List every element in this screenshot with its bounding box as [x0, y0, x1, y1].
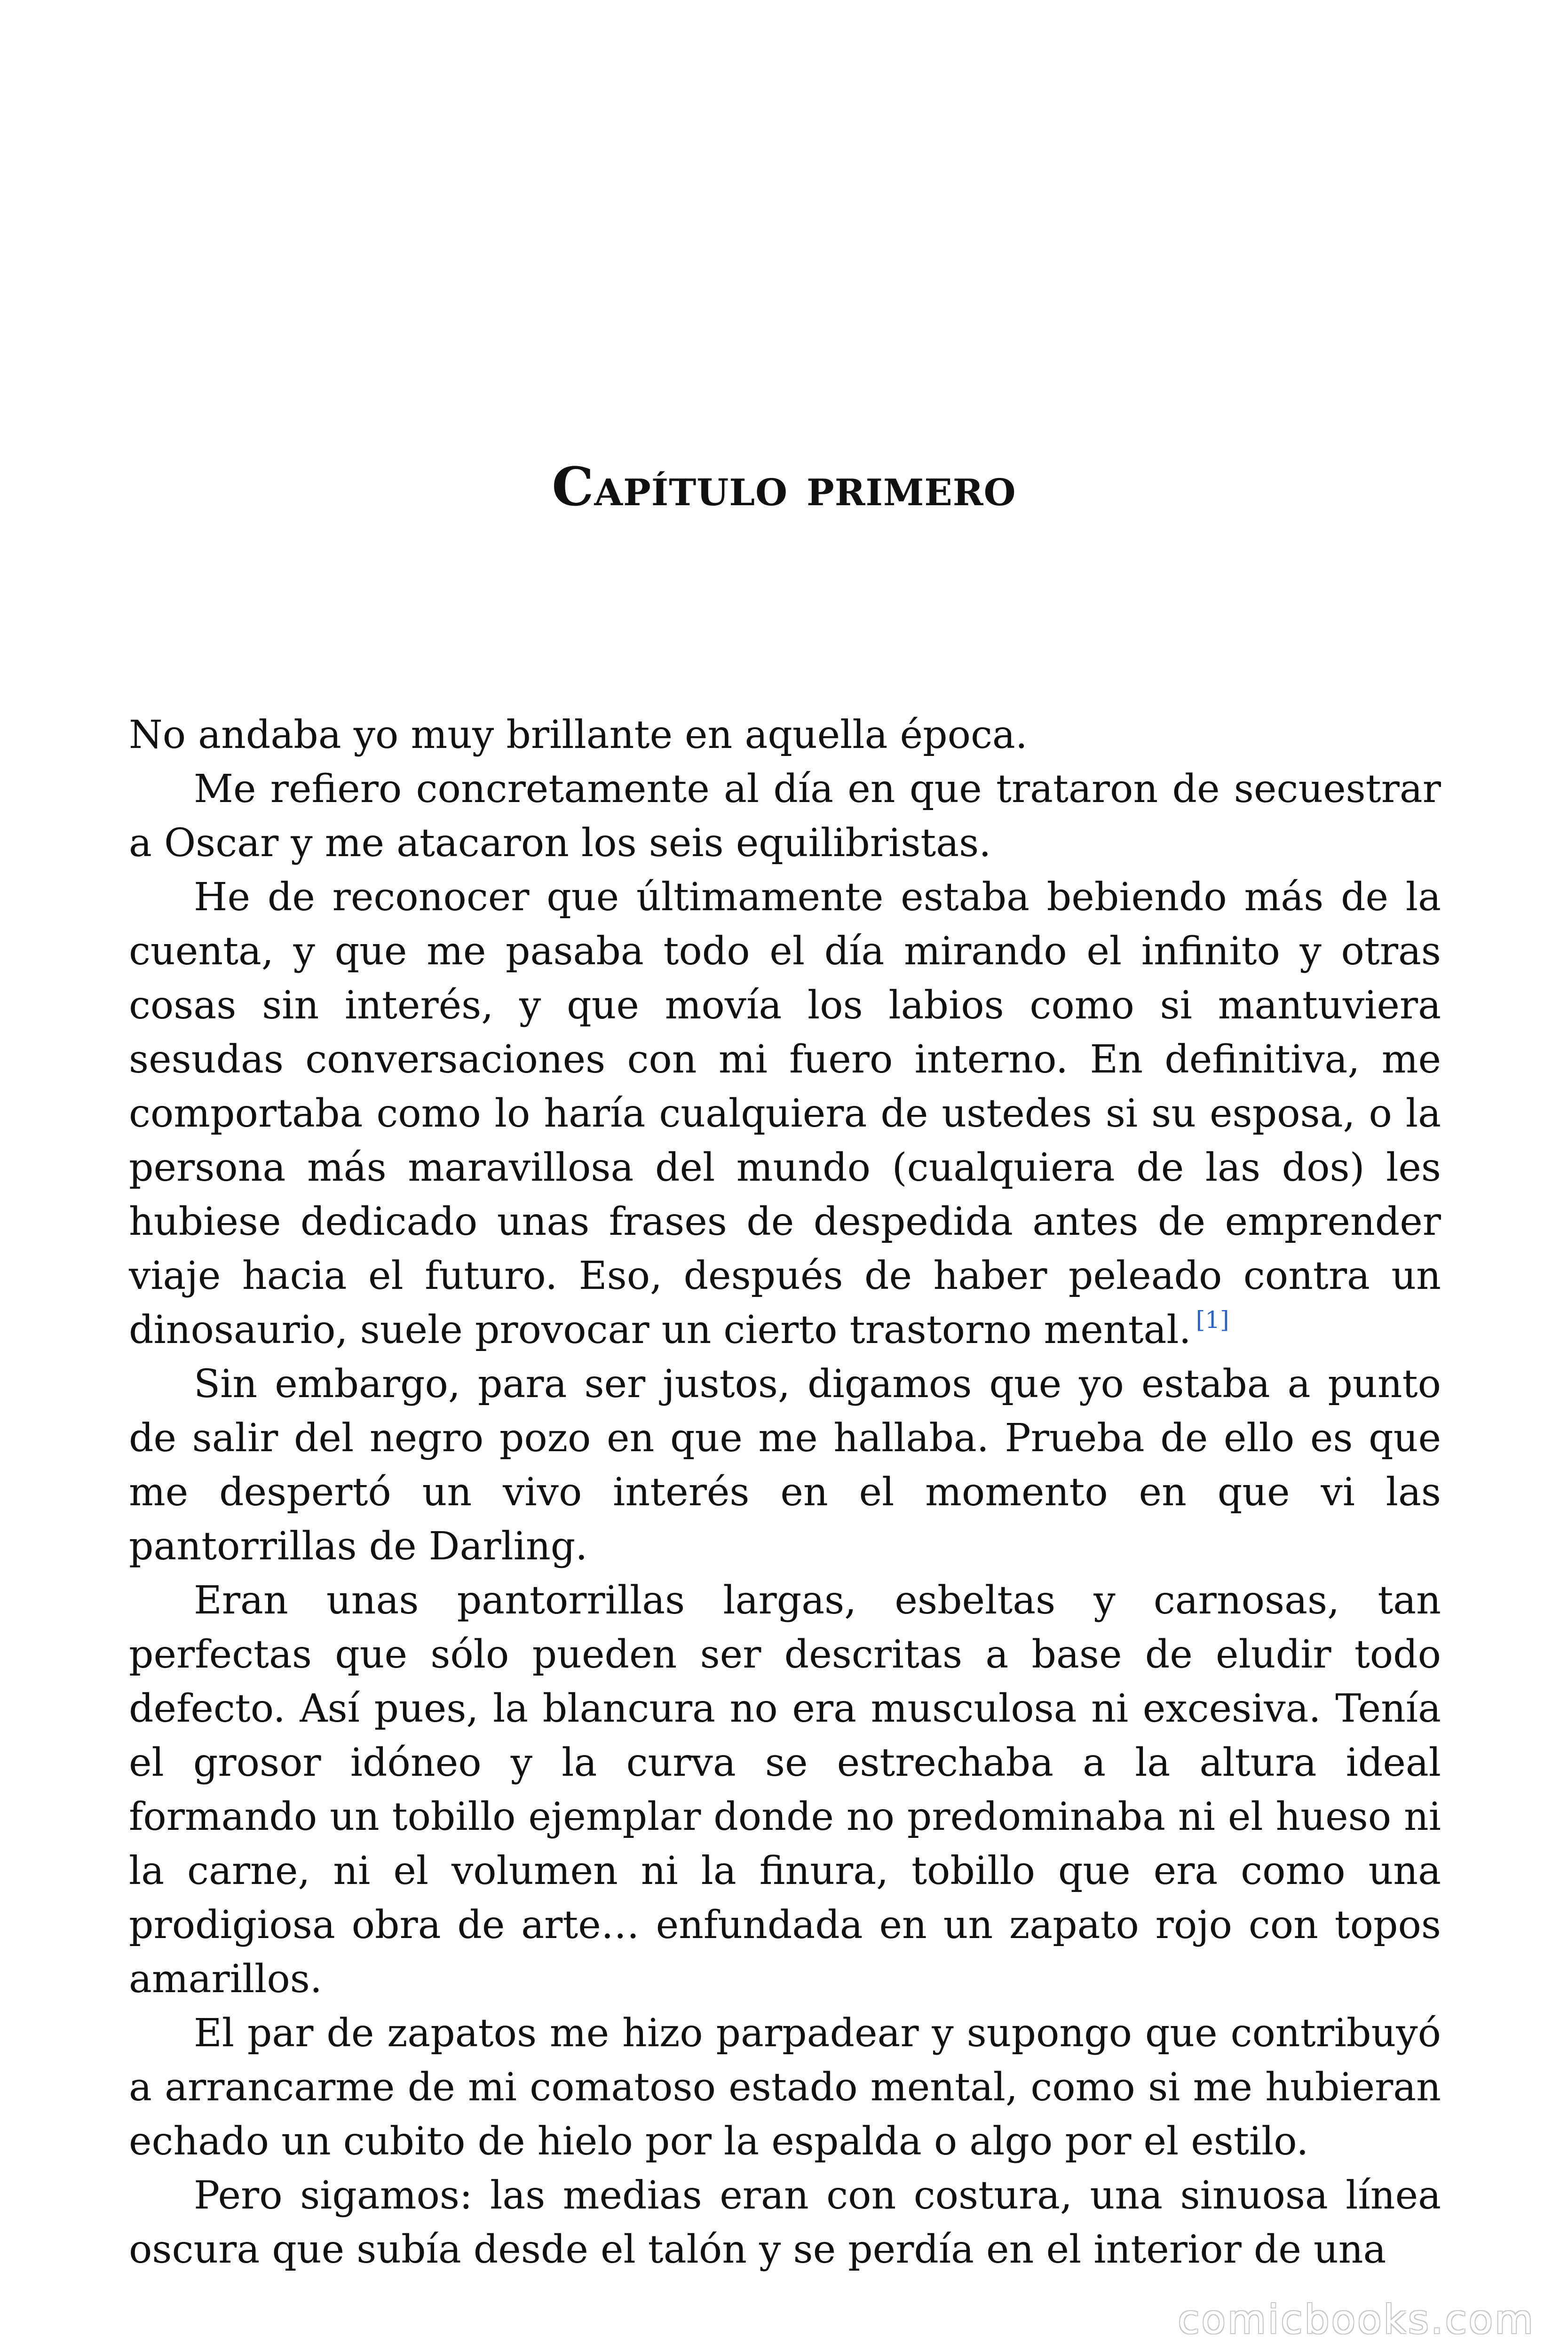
paragraph-3 [129, 870, 1441, 1357]
chapter-body [129, 708, 1441, 2277]
paragraph-5: Eran unas pantorrillas largas, esbeltas y carnosas, tan perfectas que sólo pueden ser descritas a base de eludir todo defecto. Así pues, la blancura no era musculosa ni excesiva. Tenía el grosor idóneo y la curva se estrechaba a la altura ideal formando un tobillo ejemplar donde no predominaba ni el hueso ni la carne, ni el volumen ni la finura, tobillo que era como una prodigiosa obra de arte… enfundada en un zapato rojo con topos amarillos. [129, 1578, 1441, 2002]
footnote-1-link[interactable]: [1] [1196, 1306, 1229, 1334]
paragraph-6: El par de zapatos me hizo parpadear y supongo que contribuyó a arrancarme de mi comatoso estado mental, como si me hubieran echado un cubito de hielo por la espalda o algo por el estilo. [129, 2011, 1441, 2164]
watermark: comicbooks.com [1178, 2296, 1535, 2343]
paragraph-7: Pero sigamos: las medias eran con costura, una sinuosa línea oscura que subía desde el talón y se perdía en el interior de una [129, 2173, 1441, 2272]
paragraph-2: Me refiero concretamente al día en que trataron de secuestrar a Oscar y me atacaron los seis equilibristas. [129, 767, 1441, 866]
chapter-title-text: Capítulo primero [552, 456, 1016, 518]
paragraph-1: No andaba yo muy brillante en aquella época. [129, 713, 1028, 757]
paragraph-4: Sin embargo, para ser justos, digamos que yo estaba a punto de salir del negro pozo en que me hallaba. Prueba de ello es que me despertó un vivo interés en el momento en que vi las pantorrillas de Darling. [129, 1362, 1441, 1569]
paragraph-3-text: He de reconocer que últimamente estaba bebiendo más de la cuenta, y que me pasaba todo el día mirando el infinito y otras cosas sin interés, y que movía los labios como si mantuviera sesudas conversaciones con mi fuero interno. En definitiva, me comportaba como lo haría cualquiera de ustedes si su esposa, o la persona más maravillosa del mundo (cualquiera de las dos) les hubiese dedicado unas frases de despedida antes de emprender viaje hacia el futuro. Eso, después de haber peleado contra un dinosaurio, suele provocar un cierto trastorno mental. [129, 875, 1441, 1352]
chapter-title [0, 456, 1568, 518]
